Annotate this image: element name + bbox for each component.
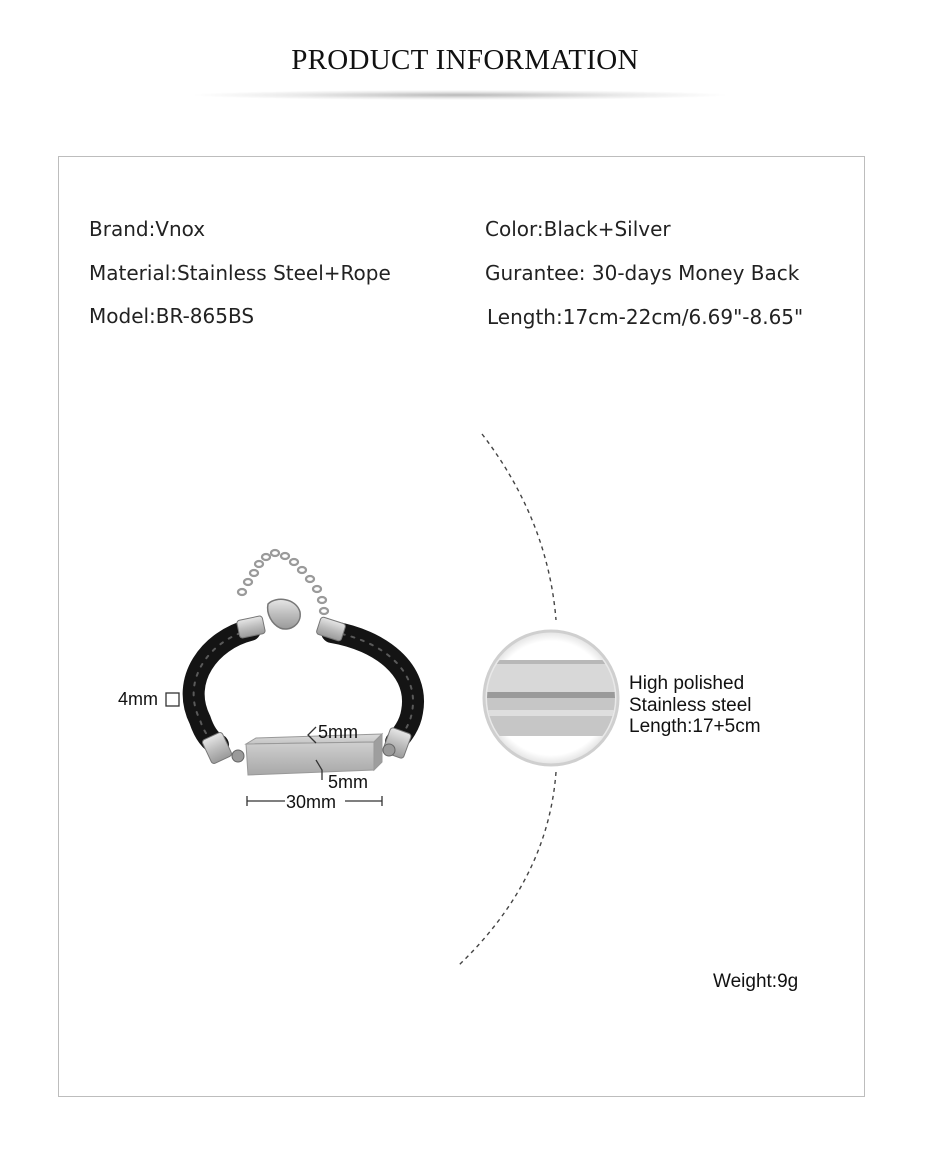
spec-length: Length:17cm-22cm/6.69"-8.65" — [487, 305, 804, 329]
black-rope — [194, 630, 413, 745]
spec-model: Model:BR-865BS — [89, 304, 255, 328]
detail-finish-label: High polished — [629, 673, 745, 694]
detail-magnifier — [480, 631, 630, 765]
spec-guarantee: Gurantee: 30-days Money Back — [485, 261, 800, 285]
page-title: PRODUCT INFORMATION — [291, 44, 639, 76]
lobster-clasp — [268, 599, 301, 629]
detail-material-label: Stainless steel — [629, 695, 752, 716]
bar-length-label: 30mm — [286, 792, 337, 812]
detail-length-label: Length:17+5cm — [629, 716, 761, 737]
spec-brand: Brand:Vnox — [89, 217, 206, 241]
spec-material: Material:Stainless Steel+Rope — [89, 261, 391, 285]
dashed-arc-divider-lower — [458, 772, 556, 966]
weight-label: Weight:9g — [713, 971, 799, 992]
bar-depth-label: 5mm — [328, 772, 368, 792]
rope-width-label: 4mm — [118, 689, 158, 709]
bar-height-label: 5mm — [318, 722, 358, 742]
end-cap-left-top — [236, 615, 265, 638]
dashed-arc-divider — [482, 434, 556, 620]
end-cap-right-top — [316, 616, 346, 641]
spec-color: Color:Black+Silver — [485, 217, 671, 241]
